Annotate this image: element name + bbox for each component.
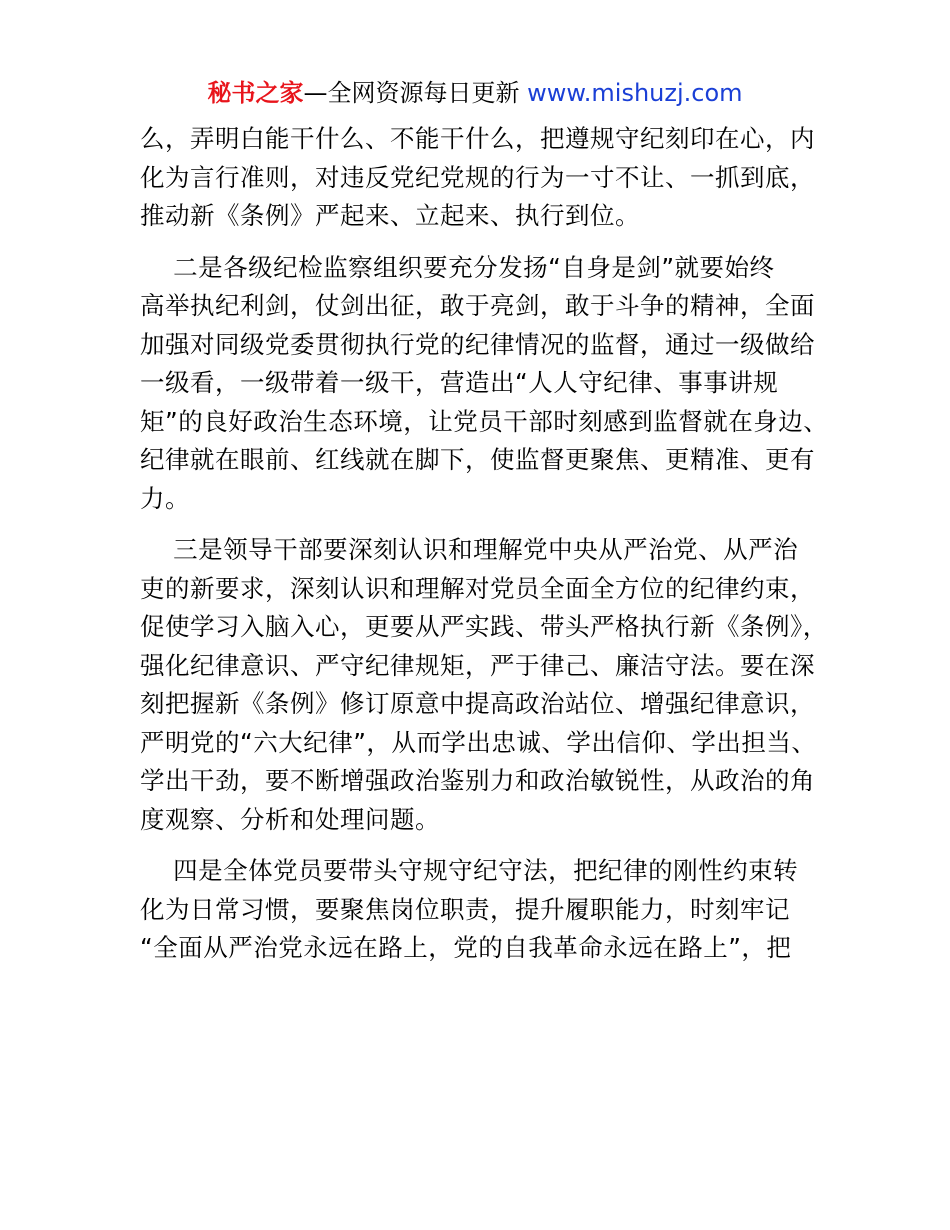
paragraph [140, 249, 830, 519]
text-line: 一级看，一级带着一级干，营造出“人人守纪律、事事讲规 [140, 368, 779, 397]
site-brand: 秘书之家 [207, 79, 304, 107]
text-line: 化为日常习惯，要聚焦岗位职责，提升履职能力，时刻牢记 [140, 894, 790, 924]
text-line: 学出干劲，要不断增强政治鉴别力和政治敏锐性，从政治的角 [140, 766, 815, 795]
text-line: 促使学习入脑入心，更要从严实践、带头严格执行新《条例》， [140, 612, 828, 641]
text-line: 推动新《条例》严起来、立起来、执行到位。 [140, 201, 640, 230]
text-line: 化为言行准则，对违反党纪党规的行为一寸不让、一抓到底， [140, 162, 815, 192]
text-line: 高举执纪利剑，仗剑出征，敢于亮剑，敢于斗争的精神，全面 [140, 291, 815, 320]
text-line: 么，弄明白能干什么、不能干什么，把遵规守纪刻印在心，内 [140, 124, 815, 153]
page-header [0, 78, 950, 108]
text-line: 严明党的“六大纪律”，从而学出忠诚、学出信仰、学出担当、 [140, 727, 817, 757]
site-url-link[interactable]: www.mishuzj.com [527, 79, 743, 107]
paragraph [140, 120, 830, 236]
text-line: “全面从严治党永远在路上，党的自我革命永远在路上”，把 [140, 933, 792, 962]
paragraph [140, 531, 830, 839]
text-line: 刻把握新《条例》修订原意中提高政治站位、增强纪律意识， [140, 689, 815, 718]
text-line: 三是领导干部要深刻认识和理解党中央从严治党、从严治 [140, 535, 799, 564]
text-line: 力。 [140, 483, 190, 513]
document-body [140, 120, 830, 968]
paragraph [140, 852, 830, 968]
text-line: 四是全体党员要带头守规守纪守法，把纪律的刚性约束转 [140, 856, 799, 885]
text-line: 加强对同级党委贯彻执行党的纪律情况的监督，通过一级做给 [140, 329, 815, 359]
site-tagline: —全网资源每日更新 [303, 79, 528, 107]
text-line: 矩”的良好政治生态环境，让党员干部时刻感到监督就在身边、 [140, 406, 829, 436]
text-line: 强化纪律意识、严守纪律规矩，严于律己、廉洁守法。要在深 [140, 650, 815, 680]
text-line: 二是各级纪检监察组织要充分发扬“自身是剑”就要始终 [140, 252, 775, 282]
text-line: 纪律就在眼前、红线就在脚下，使监督更聚焦、更精准、更有 [140, 445, 815, 474]
text-line: 吏的新要求，深刻认识和理解对党员全面全方位的纪律约束， [140, 573, 815, 603]
text-line: 度观察、分析和处理问题。 [140, 804, 440, 834]
